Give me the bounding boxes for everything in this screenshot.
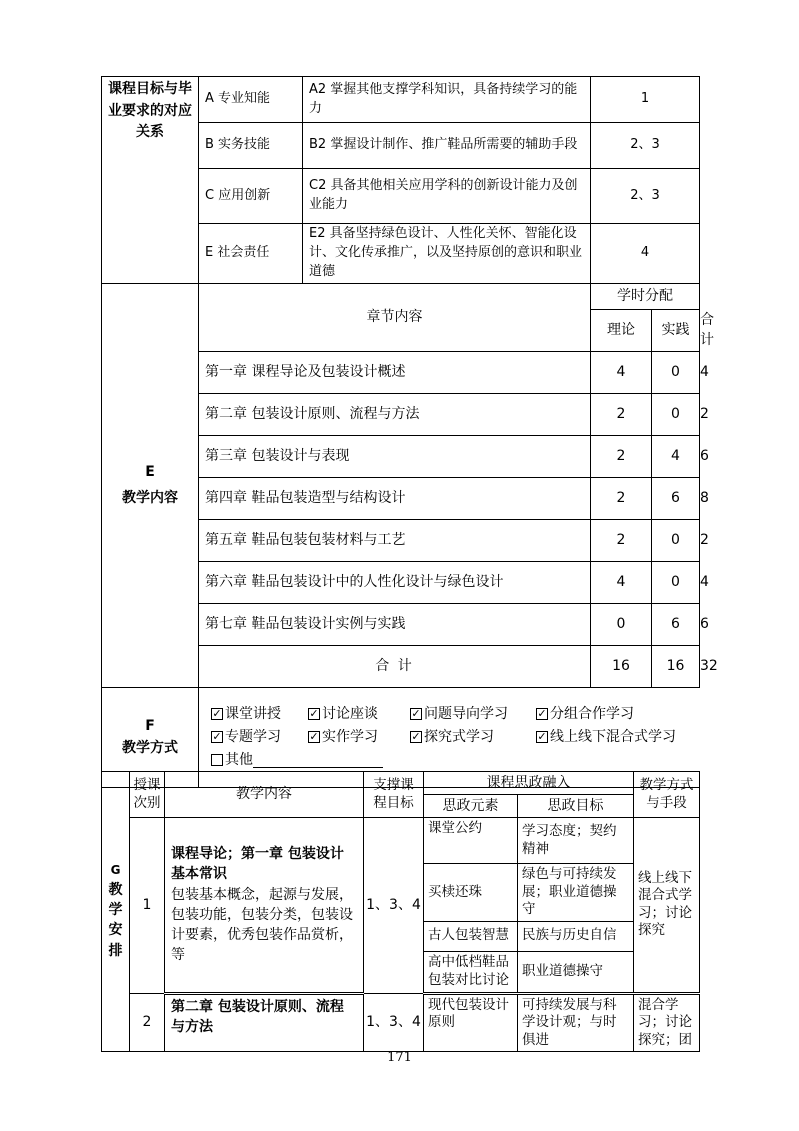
target-header: 思政目标 bbox=[518, 795, 634, 818]
req-cell: A 专业知能 bbox=[199, 77, 303, 123]
theory-cell: 2 bbox=[591, 519, 652, 561]
checkbox-checked-icon[interactable]: ✓ bbox=[537, 730, 547, 744]
target-cell: 可持续发展与科学设计观；与时俱进 bbox=[518, 993, 634, 1052]
theory-header: 理论 bbox=[591, 310, 652, 352]
practice-cell: 6 bbox=[652, 603, 700, 645]
method-option[interactable]: ✓ 讨论座谈 bbox=[309, 705, 378, 722]
practice-header: 实践 bbox=[652, 310, 700, 352]
theory-cell: 2 bbox=[591, 435, 652, 477]
req-desc: B2 掌握设计制作、推广鞋品所需要的辅助手段 bbox=[303, 123, 591, 169]
method-option-other[interactable]: 其他 bbox=[211, 749, 383, 772]
method-option[interactable]: ✓ 探究式学习 bbox=[411, 728, 494, 745]
element-cell: 高中低档鞋品包装对比讨论 bbox=[424, 951, 518, 993]
checkbox-checked-icon[interactable]: ✓ bbox=[309, 707, 319, 721]
content-header: 教学内容 bbox=[165, 772, 364, 818]
method-cell: 线上线下混合式学习；讨论探究 bbox=[634, 818, 700, 994]
support-cell: 1、3、4 bbox=[364, 993, 424, 1052]
req-desc: C2 具备其他相关应用学科的创新设计能力及创业能力 bbox=[303, 169, 591, 224]
hours-header: 学时分配 bbox=[591, 284, 700, 310]
checkbox-checked-icon[interactable]: ✓ bbox=[411, 707, 421, 721]
method-option[interactable]: ✓ 线上线下混合式学习 bbox=[537, 728, 676, 745]
checkbox-checked-icon[interactable]: ✓ bbox=[212, 730, 222, 744]
theory-cell: 2 bbox=[591, 477, 652, 519]
schedule-char: 教 bbox=[108, 881, 123, 898]
target-cell: 绿色与可持续发展；职业道德操守 bbox=[518, 864, 634, 922]
methods-title: 教学方式 bbox=[122, 740, 178, 757]
method-option[interactable]: ✓ 问题导向学习 bbox=[411, 705, 508, 722]
req-desc: A2 掌握其他支撑学科知识，具备持续学习的能力 bbox=[303, 77, 591, 123]
checkbox-checked-icon[interactable]: ✓ bbox=[537, 707, 547, 721]
req-cell: B 实务技能 bbox=[199, 123, 303, 169]
methods-row-1 bbox=[211, 703, 700, 726]
checkbox-checked-icon[interactable]: ✓ bbox=[212, 707, 222, 721]
theory-cell: 2 bbox=[591, 393, 652, 435]
chapter-cell: 第一章 课程导论及包装设计概述 bbox=[199, 351, 591, 393]
support-header: 支撑课程目标 bbox=[364, 772, 424, 818]
element-header: 思政元素 bbox=[424, 795, 518, 818]
goal-cell: 2、3 bbox=[591, 169, 700, 224]
theory-cell: 4 bbox=[591, 561, 652, 603]
target-cell: 学习态度；契约精神 bbox=[518, 818, 634, 864]
practice-cell: 0 bbox=[652, 393, 700, 435]
method-header: 教学方式与手段 bbox=[634, 772, 700, 818]
chapter-cell: 第三章 包装设计与表现 bbox=[199, 435, 591, 477]
session-body: 包装基本概念，起源与发展，包装功能，包装分类，包装设计要素，优秀包装作品赏析，等 bbox=[171, 886, 353, 964]
element-cell: 买椟还珠 bbox=[424, 864, 518, 922]
method-option[interactable]: ✓ 分组合作学习 bbox=[537, 705, 634, 722]
goals-label: 课程目标与毕业要求的对应关系 bbox=[102, 77, 199, 284]
method-option[interactable]: ✓ 课堂讲授 bbox=[212, 705, 281, 722]
checkbox-checked-icon[interactable]: ✓ bbox=[411, 730, 421, 744]
session-cell: 1 bbox=[130, 818, 165, 994]
support-cell: 1、3、4 bbox=[364, 818, 424, 994]
goal-cell: 1 bbox=[591, 77, 700, 123]
schedule-letter: G bbox=[110, 863, 121, 878]
practice-cell: 6 bbox=[652, 477, 700, 519]
methods-row-2 bbox=[211, 726, 700, 749]
method-option[interactable]: ✓ 实作学习 bbox=[309, 728, 378, 745]
req-cell: C 应用创新 bbox=[199, 169, 303, 224]
element-cell: 课堂公约 bbox=[424, 818, 518, 864]
chapter-cell: 第四章 鞋品包装造型与结构设计 bbox=[199, 477, 591, 519]
schedule-label bbox=[102, 772, 130, 1052]
methods-row-3 bbox=[211, 749, 700, 772]
other-blank-line[interactable] bbox=[253, 752, 383, 768]
schedule-char: 排 bbox=[108, 942, 123, 959]
chapter-cell: 第六章 鞋品包装设计中的人性化设计与绿色设计 bbox=[199, 561, 591, 603]
content-letter: E bbox=[145, 464, 155, 480]
element-cell: 现代包装设计原则 bbox=[424, 993, 518, 1052]
practice-cell: 0 bbox=[652, 351, 700, 393]
checkbox-checked-icon[interactable]: ✓ bbox=[309, 730, 319, 744]
target-cell: 民族与历史自信 bbox=[518, 921, 634, 951]
theory-cell: 4 bbox=[591, 351, 652, 393]
course-table-top: 课程目标与毕业要求的对应关系 A 专业知能 A2 掌握其他支撑学科知识，具备持续学习的能力 1 B 实务技能 B2 掌握设计制作、推广鞋品所需要的辅助手段 2、3 C 应用创新 C2 具备其他相关应用学科的创新设计能力及创业能力 2、3 E 社会责任 E2 具备坚持绿色设计、人性化关怀、智能化设计、文化传承推广，以及坚持原创的意识和职业道德 4 E 教学内容 章节内容 学时分配 理论 实践 合计 第一章 课程导论及包装设计概述 4 0 4 第二章 包装设计原则、流程与方法 2 0 2 第三章 包装设计与表现 2 4 6 第四章 鞋品包装造型与结构设计 2 6 8 第五章 鞋品包装包装材料与工艺 2 0 2 第六章 鞋品包装设计中的人性化设计与绿色设计 4 0 4 第七章 鞋品包装设计实例与实践 0 6 6 合 计 16 16 32 F 教学方式 ✓ 课堂讲授 ✓ 讨论座谈 ✓ 问题导向学习 ✓ 分组合作学习 ✓ 专题学习 ✓ 实作学习 ✓ 探究式学习 ✓ 线上线下混合式学习 其他 bbox=[101, 76, 700, 788]
element-cell: 古人包装智慧 bbox=[424, 921, 518, 951]
content-title: 教学内容 bbox=[122, 490, 178, 507]
goal-cell: 2、3 bbox=[591, 123, 700, 169]
theory-cell: 0 bbox=[591, 603, 652, 645]
chapter-cell: 第五章 鞋品包装包装材料与工艺 bbox=[199, 519, 591, 561]
sum-theory: 16 bbox=[591, 645, 652, 687]
chapter-cell: 第七章 鞋品包装设计实例与实践 bbox=[199, 603, 591, 645]
content-label bbox=[102, 284, 199, 688]
session-content bbox=[165, 993, 364, 1052]
session-header: 授课次别 bbox=[130, 772, 165, 818]
req-cell: E 社会责任 bbox=[199, 224, 303, 284]
chapter-cell: 第二章 包装设计原则、流程与方法 bbox=[199, 393, 591, 435]
checkbox-empty-icon[interactable] bbox=[211, 754, 223, 766]
page-number: 171 bbox=[387, 1050, 412, 1065]
session-title: 课程导论；第一章 包装设计基本常识 bbox=[171, 845, 344, 883]
practice-cell: 0 bbox=[652, 561, 700, 603]
practice-cell: 4 bbox=[652, 435, 700, 477]
chapter-header: 章节内容 bbox=[199, 284, 591, 352]
schedule-char: 安 bbox=[108, 922, 123, 939]
schedule-table bbox=[101, 771, 700, 1052]
method-option[interactable]: ✓ 专题学习 bbox=[212, 728, 281, 745]
session-content bbox=[165, 818, 364, 994]
practice-cell: 0 bbox=[652, 519, 700, 561]
methods-letter: F bbox=[145, 717, 155, 734]
session-cell: 2 bbox=[130, 993, 165, 1052]
sum-label: 合 计 bbox=[199, 645, 591, 687]
sum-practice: 16 bbox=[652, 645, 700, 687]
schedule-char: 学 bbox=[108, 902, 123, 919]
goal-cell: 4 bbox=[591, 224, 700, 284]
ideology-header: 课程思政融入 bbox=[424, 772, 634, 795]
target-cell: 职业道德操守 bbox=[518, 951, 634, 993]
session-title: 第二章 包装设计原则、流程与方法 bbox=[171, 998, 344, 1035]
method-cell: 混合学习；讨论探究；团 bbox=[634, 993, 700, 1052]
req-desc: E2 具备坚持绿色设计、人性化关怀、智能化设计、文化传承推广，以及坚持原创的意识和职业道德 bbox=[303, 224, 591, 284]
